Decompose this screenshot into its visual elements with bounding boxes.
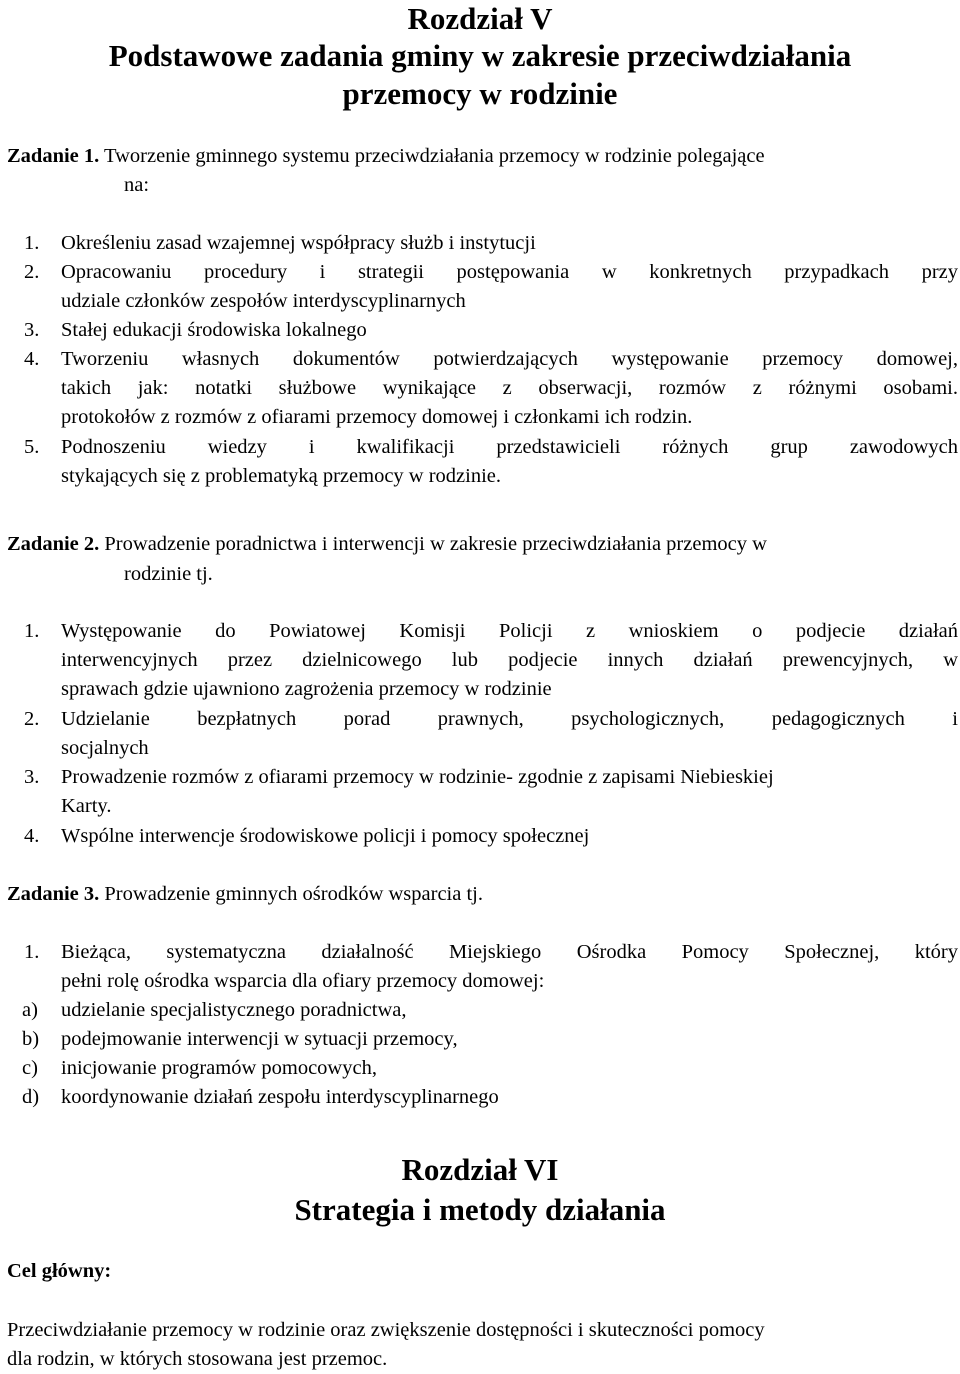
task-2-item-3-num: 3. bbox=[24, 766, 40, 788]
task-1-item-5-line-2: stykających się z problematyką przemocy w rodzinie. bbox=[61, 465, 502, 487]
task-3-text: Prowadzenie gminnych ośrodków wsparcia tj. bbox=[99, 883, 483, 905]
task-2-item-1-num: 1. bbox=[24, 620, 40, 642]
task-3-label: Zadanie 3. bbox=[7, 883, 100, 905]
task-2-item-4-line-1: Wspólne interwencje środowiskowe policji i pomocy społecznej bbox=[61, 825, 590, 847]
task-1-item-1-line-1: Określeniu zasad wzajemnej współpracy służb i instytucji bbox=[61, 232, 536, 254]
task-3-subitem-a-text: udzielanie specjalistycznego poradnictwa, bbox=[61, 999, 407, 1021]
task-1-item-4-num: 4. bbox=[24, 348, 40, 370]
task-3-subitem-b-text: podejmowanie interwencji w sytuacji przemocy, bbox=[61, 1028, 458, 1050]
task-2-item-3-line-2: Karty. bbox=[61, 795, 112, 817]
main-goal-text-line-2: dla rodzin, w których stosowana jest przemoc. bbox=[7, 1348, 388, 1370]
chapter-5-title-line-2: Podstawowe zadania gminy w zakresie przeciwdziałania bbox=[108, 38, 852, 73]
task-3-item-1-line-2: pełni rolę ośrodka wsparcia dla ofiary przemocy domowej: bbox=[61, 970, 545, 992]
task-1-item-2-line-1: Opracowaniu procedury i strategii postępowania w konkretnych przypadkach przy bbox=[61, 261, 958, 283]
task-1-item-2-line-2: udziale członków zespołów interdyscyplinarnych bbox=[61, 290, 466, 312]
task-2-heading bbox=[7, 530, 767, 559]
task-3-subitem-b-letter: b) bbox=[22, 1028, 40, 1050]
chapter-6-title-line-1: Rozdział VI bbox=[401, 1152, 559, 1187]
task-1-item-1-num: 1. bbox=[24, 232, 40, 254]
main-goal-text-line-1: Przeciwdziałanie przemocy w rodzinie oraz zwiększenie dostępności i skuteczności pomocy bbox=[7, 1319, 765, 1341]
task-1-text: Tworzenie gminnego systemu przeciwdziałania przemocy w rodzinie polegające bbox=[99, 145, 765, 167]
task-3-subitem-c-letter: c) bbox=[22, 1057, 38, 1079]
main-goal-label-text: Cel główny: bbox=[7, 1260, 112, 1282]
task-1-heading bbox=[7, 142, 765, 171]
task-1-item-2-num: 2. bbox=[24, 261, 40, 283]
task-3-item-1-num: 1. bbox=[24, 941, 40, 963]
task-3-subitem-c-text: inicjowanie programów pomocowych, bbox=[61, 1057, 377, 1079]
task-2-item-2-line-1: Udzielanie bezpłatnych porad prawnych, psychologicznych, pedagogicznych i bbox=[61, 708, 958, 730]
task-1-item-4-line-2: takich jak: notatki służbowe wynikające z obserwacji, rozmów z różnymi osobami. bbox=[61, 377, 958, 399]
task-2-item-1-line-2: interwencyjnych przez dzielnicowego lub podjecie innych działań prewencyjnych, w bbox=[61, 649, 958, 671]
task-1-text-cont: na: bbox=[124, 174, 150, 196]
task-2-item-3-line-1: Prowadzenie rozmów z ofiarami przemocy w rodzinie- zgodnie z zapisami Niebieskiej bbox=[61, 766, 774, 788]
chapter-5-title-line-3: przemocy w rodzinie bbox=[342, 76, 618, 111]
task-2-item-1-line-3: sprawach gdzie ujawniono zagrożenia przemocy w rodzinie bbox=[61, 678, 552, 700]
chapter-6-title-line-2: Strategia i metody działania bbox=[294, 1192, 666, 1227]
task-2-text-cont: rodzinie tj. bbox=[124, 563, 213, 585]
task-3-subitem-d-text: koordynowanie działań zespołu interdyscyplinarnego bbox=[61, 1086, 499, 1108]
task-2-label: Zadanie 2. bbox=[7, 533, 100, 555]
task-3-heading bbox=[7, 880, 483, 909]
task-1-item-4-line-1: Tworzeniu własnych dokumentów potwierdzających występowanie przemocy domowej, bbox=[61, 348, 958, 370]
task-2-item-1-line-1: Występowanie do Powiatowej Komisji Policji z wnioskiem o podjecie działań bbox=[61, 620, 958, 642]
task-2-item-2-num: 2. bbox=[24, 708, 40, 730]
task-3-item-1-line-1: Bieżąca, systematyczna działalność Miejskiego Ośrodka Pomocy Społecznej, który bbox=[61, 941, 958, 963]
task-1-item-3-line-1: Stałej edukacji środowiska lokalnego bbox=[61, 319, 367, 341]
task-2-item-2-line-2: socjalnych bbox=[61, 737, 149, 759]
task-1-item-5-num: 5. bbox=[24, 436, 40, 458]
task-1-item-4-line-3: protokołów z rozmów z ofiarami przemocy domowej i członkami ich rodzin. bbox=[61, 406, 693, 428]
main-goal-label bbox=[7, 1257, 111, 1286]
chapter-5-title-line-1: Rozdział V bbox=[407, 1, 553, 36]
task-3-subitem-a-letter: a) bbox=[22, 999, 38, 1021]
task-1-label: Zadanie 1. bbox=[7, 145, 100, 167]
task-2-text: Prowadzenie poradnictwa i interwencji w zakresie przeciwdziałania przemocy w bbox=[99, 533, 767, 555]
task-2-item-4-num: 4. bbox=[24, 825, 40, 847]
task-1-item-5-line-1: Podnoszeniu wiedzy i kwalifikacji przedstawicieli różnych grup zawodowych bbox=[61, 436, 958, 458]
task-3-subitem-d-letter: d) bbox=[22, 1086, 40, 1108]
task-1-item-3-num: 3. bbox=[24, 319, 40, 341]
